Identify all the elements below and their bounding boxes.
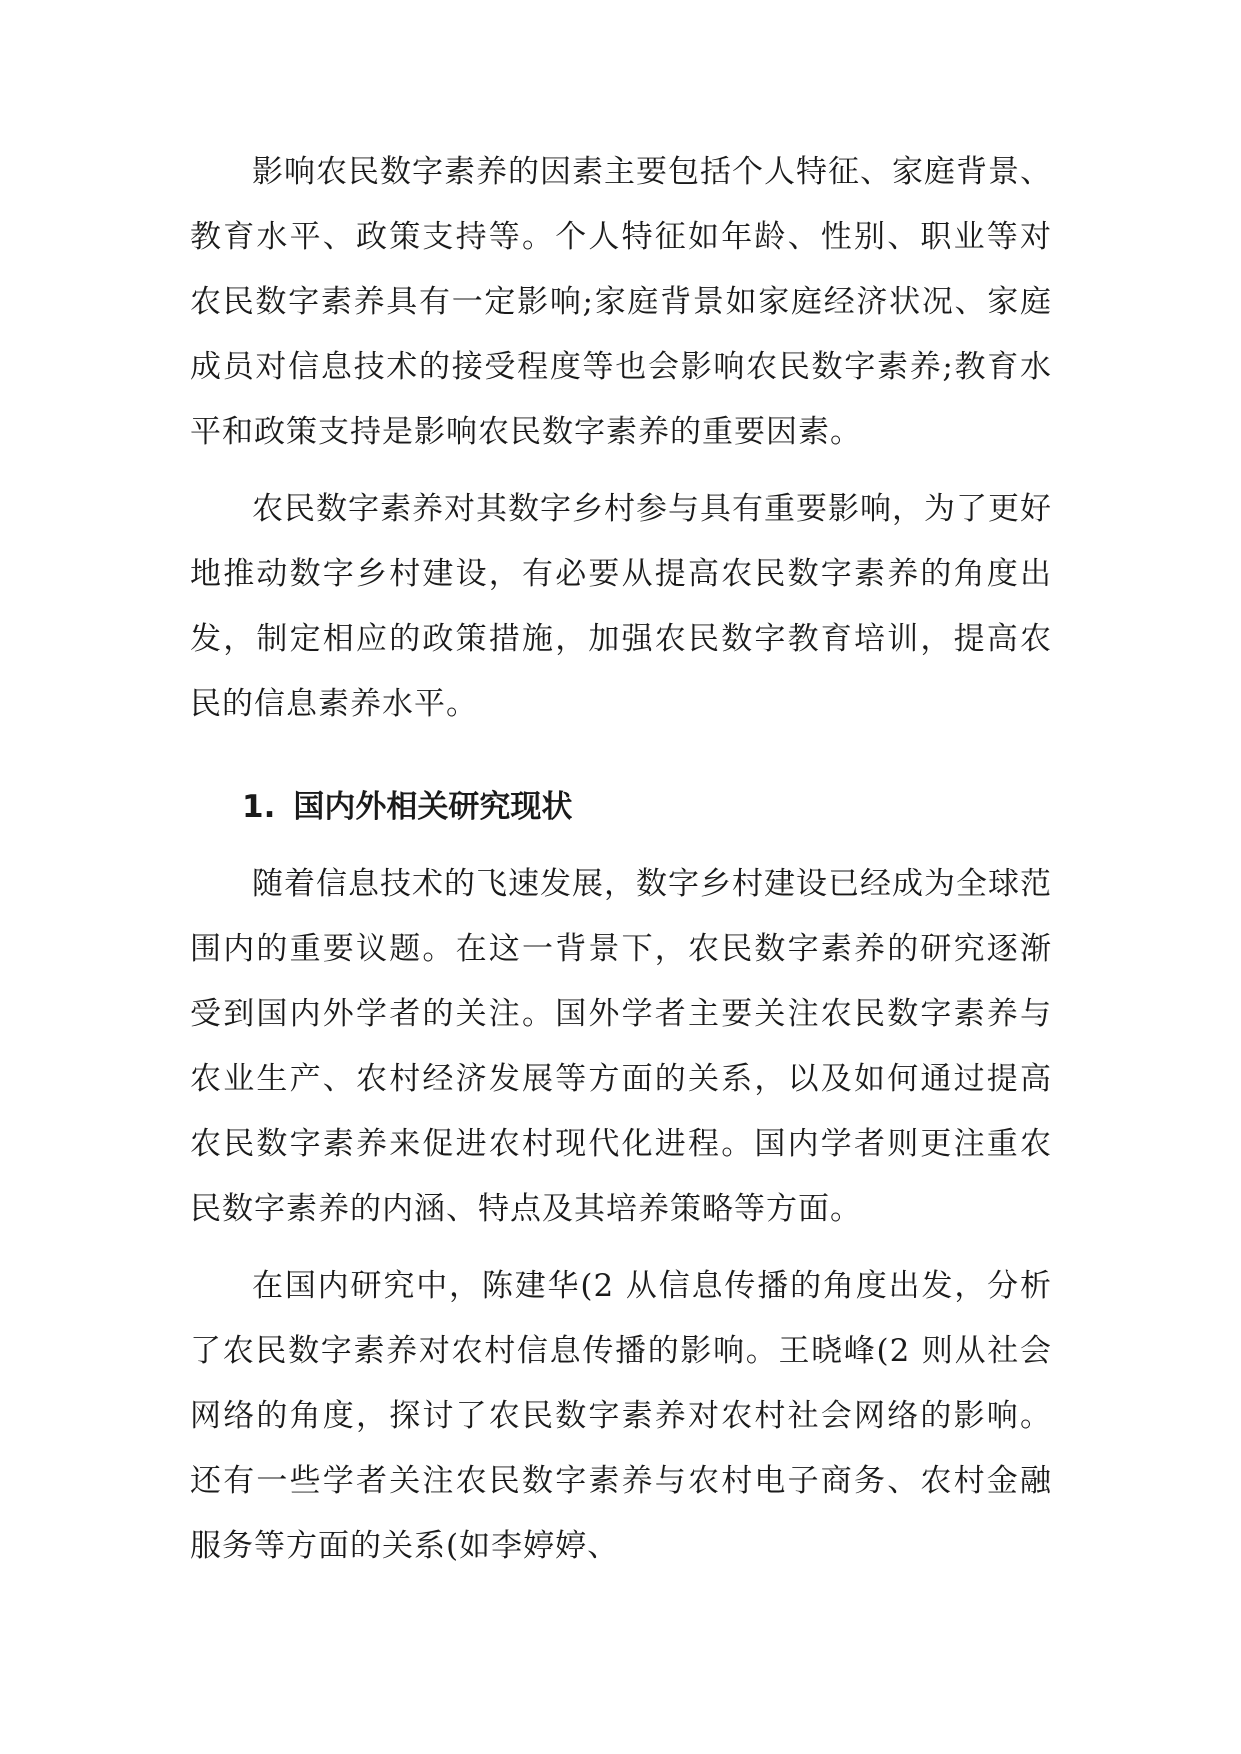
paragraph-influencing-factors: 影响农民数字素养的因素主要包括个人特征、家庭背景、教育水平、政策支持等。个人特征如年龄、性别、职业等对农民数字素养具有一定影响;家庭背景如家庭经济状况、家庭成员对信息技术的接受程度等也会影响农民数字素养;教育水平和政策支持是影响农民数字素养的重要因素。 bbox=[190, 154, 1052, 450]
paragraph-digital-literacy-impact: 农民数字素养对其数字乡村参与具有重要影响，为了更好地推动数字乡村建设，有必要从提高农民数字素养的角度出发，制定相应的政策措施，加强农民数字教育培训，提高农民的信息素养水平。 bbox=[190, 491, 1052, 722]
section-heading bbox=[190, 775, 1052, 840]
paragraph-research-background: 随着信息技术的飞速发展，数字乡村建设已经成为全球范围内的重要议题。在这一背景下，农民数字素养的研究逐渐受到国内外学者的关注。国外学者主要关注农民数字素养与农业生产、农村经济发展等方面的关系，以及如何通过提高农民数字素养来促进农村现代化进程。国内学者则更注重农民数字素养的内涵、特点及其培养策略等方面。 bbox=[190, 866, 1052, 1227]
document-page bbox=[190, 140, 1052, 1579]
paragraph-domestic-research: 在国内研究中，陈建华(2 从信息传播的角度出发，分析了农民数字素养对农村信息传播的影响。王晓峰(2 则从社会网络的角度，探讨了农民数字素养对农村社会网络的影响。还有一些学者关注农民数字素养与农村电子商务、农村金融服务等方面的关系(如李婷婷、 bbox=[190, 1268, 1052, 1564]
section-number: 1. bbox=[242, 789, 276, 825]
section-title: 国内外相关研究现状 bbox=[293, 789, 573, 825]
